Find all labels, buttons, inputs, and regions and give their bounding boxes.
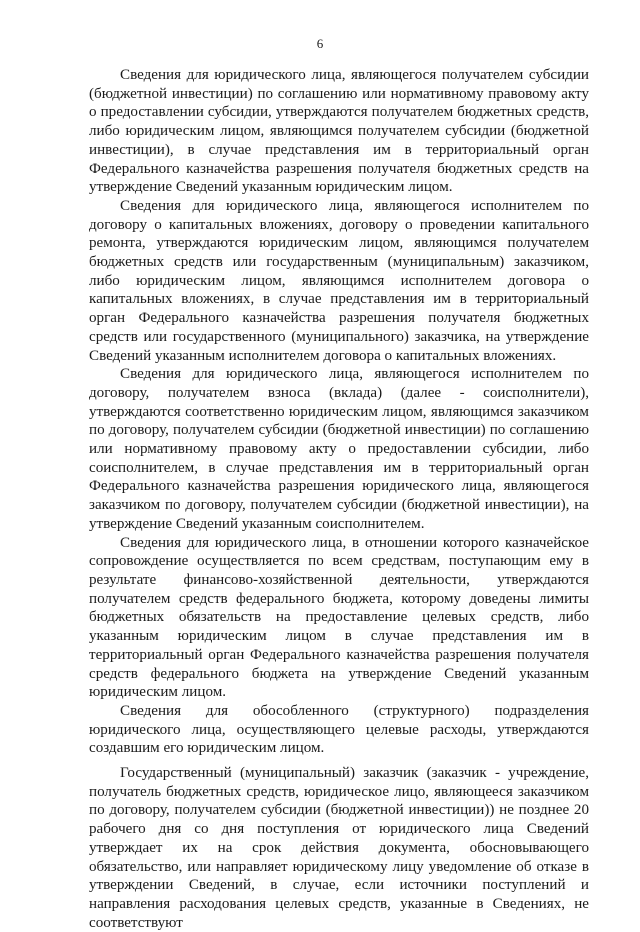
document-body	[89, 66, 589, 932]
paragraph-co-executors: Сведения для юридического лица, являющегося исполнителем по договору, получателем взноса (вклада) (далее - соисполнители), утверждаются соответственно юридическим лицом, являющимся заказчиком по договору, получателем субсидии (бюджетной инвестиции) по соглашению или нормативному правовому акту о предоставлении субсидии, либо соисполнителем, в случае представления им в территориальный орган Федерального казначейства разрешения юридического лица, являющегося заказчиком по договору, получателем субсидии (бюджетной инвестиции), на утверждение Сведений указанным соисполнителем.	[89, 366, 589, 532]
paragraph-recipient-subsidy: Сведения для юридического лица, являющегося получателем субсидии (бюджетной инвестиции) по соглашению или нормативному правовому акту о предоставлении субсидии, утверждаются получателем бюджетных средств, либо юридическим лицом, являющимся получателем субсидии (бюджетной инвестиции), в случае представления им в территориальный орган Федерального казначейства разрешения получателя бюджетных средств на утверждение Сведений указанным юридическим лицом.	[89, 67, 589, 196]
paragraph-capital-investment-executor: Сведения для юридического лица, являющегося исполнителем по договору о капитальных вложениях, договору о проведении капитального ремонта, утверждаются юридическим лицом, являющимся получателем бюджетных средств или государственным (муниципальным) заказчиком, либо юридическим лицом, являющимся исполнителем договора о капитальных вложениях, в случае представления им в территориальный орган Федерального казначейства разрешения получателя бюджетных средств или государственного (муниципального) заказчика, на утверждение Сведений указанным исполнителем договора о капитальных вложениях.	[89, 197, 589, 364]
paragraph-separate-subdivision: Сведения для обособленного (структурного) подразделения юридического лица, осуществляющего целевые расходы, утверждаются создавшим его юридическим лицом.	[89, 702, 589, 757]
page-number: 6	[316, 36, 324, 51]
paragraph-state-customer: Государственный (муниципальный) заказчик (заказчик - учреждение, получатель бюджетных средств, юридическое лицо, являющееся заказчиком по договору, получателем субсидии (бюджетной инвестиции)) не позднее 20 рабочего дня со дня поступления от юридического лица Сведений утверждает их на срок действия документа, обосновывающего обязательство, или направляет юридическому лицу уведомление об отказе в утверждении Сведений, в случае, если источники поступлений и направления расходования целевых средств, указанные в Сведениях, не соответствуют	[89, 765, 589, 931]
paragraph-full-treasury-support: Сведения для юридического лица, в отношении которого казначейское сопровождение осуществляется по всем средствам, поступающим ему в результате финансово-хозяйственной деятельности, утверждаются получателем средств федерального бюджета, которому доведены лимиты бюджетных обязательств на предоставление целевых средств, либо указанным юридическим лицом в случае представления им в территориальный орган Федерального казначейства разрешения получателя средств федерального бюджета на утверждение Сведений указанным юридическим лицом.	[89, 534, 589, 701]
